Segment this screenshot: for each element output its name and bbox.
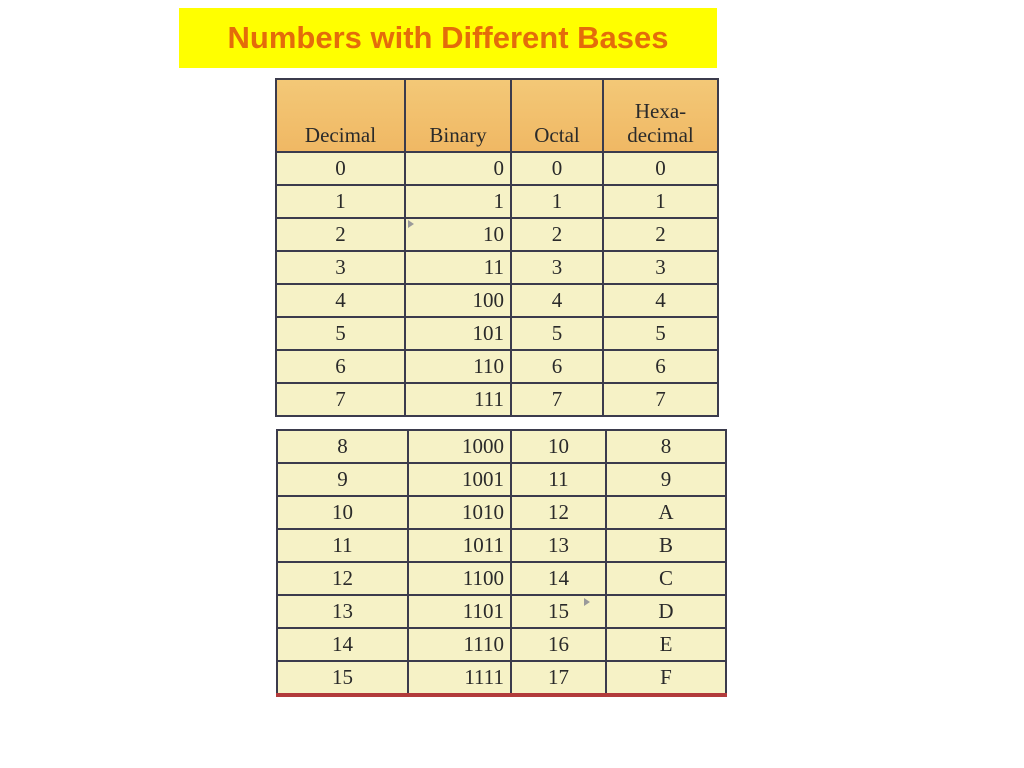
cell-decimal: 7 <box>276 383 405 416</box>
cell-octal: 2 <box>511 218 603 251</box>
table-row <box>277 595 726 628</box>
cell-decimal: 0 <box>276 152 405 185</box>
cell-hexadecimal: 5 <box>603 317 718 350</box>
cell-hexadecimal: D <box>606 595 726 628</box>
table-row <box>277 661 726 695</box>
cell-binary: 100 <box>405 284 511 317</box>
number-bases-table-top <box>275 78 719 417</box>
cell-binary: 1110 <box>408 628 511 661</box>
cell-octal: 5 <box>511 317 603 350</box>
cursor-icon <box>408 220 414 228</box>
cell-hexadecimal: B <box>606 529 726 562</box>
cell-octal: 14 <box>511 562 606 595</box>
cell-hexadecimal: 1 <box>603 185 718 218</box>
table-header-row <box>276 79 718 152</box>
cell-decimal: 10 <box>277 496 408 529</box>
cell-binary: 11 <box>405 251 511 284</box>
cell-decimal: 6 <box>276 350 405 383</box>
cell-hexadecimal: C <box>606 562 726 595</box>
table-row <box>276 317 718 350</box>
cell-binary: 1011 <box>408 529 511 562</box>
table-row <box>276 218 718 251</box>
cell-hexadecimal: 0 <box>603 152 718 185</box>
cell-binary: 1100 <box>408 562 511 595</box>
cell-binary: 110 <box>405 350 511 383</box>
slide-title: Numbers with Different Bases <box>227 20 669 55</box>
cell-binary: 111 <box>405 383 511 416</box>
cell-binary: 1001 <box>408 463 511 496</box>
header-octal: Octal <box>511 79 603 152</box>
cell-binary: 1101 <box>408 595 511 628</box>
cell-hexadecimal: 4 <box>603 284 718 317</box>
header-binary: Binary <box>405 79 511 152</box>
table-row <box>276 251 718 284</box>
cell-decimal: 15 <box>277 661 408 695</box>
number-bases-table-bottom <box>276 429 727 697</box>
cell-octal: 3 <box>511 251 603 284</box>
cell-octal: 0 <box>511 152 603 185</box>
header-decimal: Decimal <box>276 79 405 152</box>
cell-decimal: 3 <box>276 251 405 284</box>
cell-octal: 7 <box>511 383 603 416</box>
cell-hexadecimal: 6 <box>603 350 718 383</box>
cell-decimal: 12 <box>277 562 408 595</box>
cell-hexadecimal: 8 <box>606 430 726 463</box>
cell-octal: 4 <box>511 284 603 317</box>
table-row <box>277 628 726 661</box>
cell-hexadecimal: 3 <box>603 251 718 284</box>
cell-octal: 6 <box>511 350 603 383</box>
cell-hexadecimal: E <box>606 628 726 661</box>
cell-decimal: 2 <box>276 218 405 251</box>
cursor-icon <box>584 598 590 606</box>
cell-hexadecimal: A <box>606 496 726 529</box>
cell-octal: 15 <box>511 595 606 628</box>
cell-octal: 12 <box>511 496 606 529</box>
cell-octal: 1 <box>511 185 603 218</box>
table-row <box>276 152 718 185</box>
cell-decimal: 8 <box>277 430 408 463</box>
table-row <box>277 463 726 496</box>
cell-binary: 1111 <box>408 661 511 695</box>
cell-binary: 1 <box>405 185 511 218</box>
cell-hexadecimal: F <box>606 661 726 695</box>
table-row <box>277 496 726 529</box>
cell-decimal: 1 <box>276 185 405 218</box>
cell-decimal: 9 <box>277 463 408 496</box>
cell-binary: 1010 <box>408 496 511 529</box>
cell-decimal: 13 <box>277 595 408 628</box>
cell-binary: 101 <box>405 317 511 350</box>
cell-hexadecimal: 7 <box>603 383 718 416</box>
cell-binary: 0 <box>405 152 511 185</box>
cell-binary: 1000 <box>408 430 511 463</box>
cell-decimal: 5 <box>276 317 405 350</box>
cell-octal: 10 <box>511 430 606 463</box>
table-row <box>277 562 726 595</box>
header-hexadecimal-label: Hexa- decimal <box>627 98 694 147</box>
title-banner <box>179 8 717 68</box>
cell-octal: 13 <box>511 529 606 562</box>
table-row <box>276 350 718 383</box>
cell-octal: 16 <box>511 628 606 661</box>
table-row <box>277 529 726 562</box>
header-hexadecimal <box>603 79 718 152</box>
cell-decimal: 11 <box>277 529 408 562</box>
table-row <box>276 284 718 317</box>
cell-octal: 17 <box>511 661 606 695</box>
table-row <box>276 185 718 218</box>
cell-hexadecimal: 9 <box>606 463 726 496</box>
table-row <box>276 383 718 416</box>
cell-hexadecimal: 2 <box>603 218 718 251</box>
table-row <box>277 430 726 463</box>
cell-decimal: 4 <box>276 284 405 317</box>
cell-binary: 10 <box>405 218 511 251</box>
cell-octal: 11 <box>511 463 606 496</box>
cell-decimal: 14 <box>277 628 408 661</box>
